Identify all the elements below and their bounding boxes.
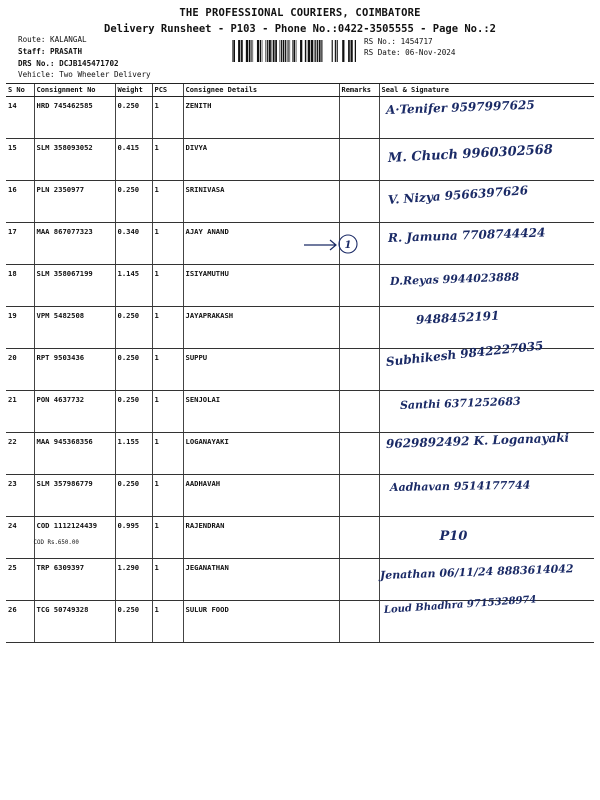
cell-sno-text: 14 [8,101,17,110]
table-row [6,181,594,223]
barcode-bar [315,40,316,62]
barcode-bar [288,40,289,62]
cell-sno [6,307,34,349]
cell-remarks [339,433,379,475]
barcode-bar [249,40,251,62]
cell-consignment-no-text: PON 4637732 [36,395,85,404]
cell-pcs [152,181,183,223]
cell-signature [379,391,594,433]
rs-no-line [364,38,433,46]
cell-consignment-no-text: SLM 358093052 [36,143,93,152]
cell-pcs [152,559,183,601]
cell-pcs-text: 1 [154,311,159,320]
cell-consignee [183,517,339,559]
cell-remarks [339,265,379,307]
cell-consignment-no-text: COD 1112124439 [36,521,98,530]
barcode-bar [280,40,281,62]
table-row [6,265,594,307]
cell-sno [6,181,34,223]
barcode-bar [317,40,318,62]
route-line [18,36,87,44]
col-seal-signature-header: Seal & Signature [379,84,594,97]
barcode-bar [321,40,322,62]
cell-weight [115,391,152,433]
table-body [6,97,594,643]
cell-sno [6,433,34,475]
cell-signature [379,307,594,349]
document-subtitle: Delivery Runsheet - P103 - Phone No.:0422-3505555 - Page No.:2 [104,23,496,35]
cell-weight-text: 0.250 [117,479,140,488]
cell-consignee [183,475,339,517]
cell-consignee [183,97,339,139]
table-row [6,601,594,643]
cod-amount: COD Rs.650.00 [33,540,79,546]
cell-consignee-text: SUPPU [185,353,208,362]
cell-consignee [183,265,339,307]
cell-pcs-text: 1 [154,101,159,110]
cell-consignment-no-text: TCG 50749328 [36,605,89,614]
barcode-bar [267,40,268,62]
rs-date-label: RS Date: [364,48,401,57]
cell-pcs [152,349,183,391]
cell-consignment-no [34,475,115,517]
cell-pcs [152,433,183,475]
cell-pcs-text: 1 [154,353,159,362]
table-row [6,559,594,601]
cell-weight [115,265,152,307]
cell-signature [379,265,594,307]
cell-consignee [183,559,339,601]
cell-weight [115,601,152,643]
cell-remarks [339,391,379,433]
cell-consignee [183,307,339,349]
cell-remarks [339,139,379,181]
cell-pcs [152,307,183,349]
handwritten-signature: V. Nizya 9566397626 [387,183,528,207]
staff-value: PRASATH [50,47,83,56]
cell-sno [6,391,34,433]
cell-consignee-text: SENJOLAI [185,395,221,404]
cell-remarks [339,181,379,223]
cell-weight [115,349,152,391]
document-title: THE PROFESSIONAL COURIERS, COIMBATORE [179,7,421,19]
cell-signature [379,338,594,391]
cell-sno-text: 23 [8,479,17,488]
staff-line [18,48,82,56]
cell-weight-text: 1.290 [117,563,140,572]
barcode-bar [257,40,259,62]
cell-pcs [152,475,183,517]
cell-pcs-text: 1 [154,563,159,572]
cell-consignee [183,181,339,223]
cell-consignment-no [34,181,115,223]
table-header-row [6,84,594,97]
drs-line [18,60,119,68]
cell-consignee-text: ZENITH [185,101,212,110]
cell-consignee-text: JEGANATHAN [185,563,229,572]
rs-date-line [364,49,455,57]
cell-remarks [339,517,379,559]
barcode-bar [283,40,285,62]
cell-sno-text: 17 [8,227,17,236]
cell-weight-text: 0.250 [117,605,140,614]
cell-sno [6,517,34,559]
barcode-bar [272,40,273,62]
barcode-bar [296,40,297,62]
cell-weight [115,433,152,475]
cell-signature [379,139,594,181]
barcode-bar [285,40,286,62]
barcode-bar [290,40,291,62]
barcode-bar [253,40,254,62]
cell-consignee [183,601,339,643]
barcode-bar [287,40,288,62]
route-label: Route: [18,35,46,44]
cell-weight [115,517,152,559]
cell-consignee-text: RAJENDRAN [185,521,225,530]
cell-consignment-no [34,265,115,307]
barcode-bar [351,40,353,62]
cell-remarks [339,601,379,643]
cell-consignee [183,139,339,181]
cell-consignment-no-text: HRD 745462585 [36,101,93,110]
cell-weight [115,559,152,601]
cell-pcs [152,223,183,265]
cell-sno-text: 26 [8,605,17,614]
cell-signature [379,430,594,475]
cell-pcs-text: 1 [154,479,159,488]
cell-consignment-no-text: VPM 5482508 [36,311,85,320]
handwritten-signature: 9629892492 K. Loganayaki [385,430,569,451]
cell-consignee-text: AADHAVAH [185,479,221,488]
cell-pcs-text: 1 [154,437,159,446]
handwritten-signature: M. Chuch 9960302568 [387,142,553,166]
handwritten-signature: R. Jamuna 7708744424 [387,225,546,245]
cell-consignment-no-text: PLN 2350977 [36,185,85,194]
rs-date-value: 06-Nov-2024 [405,48,456,57]
handwritten-signature: P10 [439,529,468,544]
cell-remarks [339,307,379,349]
barcode-bar [292,40,293,62]
barcode-bar [260,40,261,62]
barcode-bar [233,40,235,62]
cell-pcs-text: 1 [154,605,159,614]
handwritten-signature: Subhikesh 9842227035 [384,338,544,369]
cell-pcs-text: 1 [154,227,159,236]
cell-consignment-no-text: SLM 358067199 [36,269,93,278]
cell-sno-text: 21 [8,395,17,404]
table-row [6,223,594,265]
cell-weight [115,181,152,223]
cell-consignment-no [34,433,115,475]
cell-sno-text: 24 [8,521,17,530]
cell-remarks [339,223,379,265]
cell-weight [115,223,152,265]
cell-pcs-text: 1 [154,395,159,404]
col-pcs-header: PCS [152,84,183,97]
cell-signature [379,517,594,559]
cell-weight-text: 0.250 [117,185,140,194]
table-row [6,349,594,391]
handwritten-signature: Loud Bhadhra 9715328974 [383,594,537,616]
cell-pcs [152,517,183,559]
cell-weight-text: 0.250 [117,311,140,320]
barcode-bar [319,40,321,62]
rs-no-label: RS No.: [364,37,397,46]
cell-signature [379,97,594,139]
barcode-bar [307,40,308,62]
cell-sno [6,475,34,517]
vehicle-value: Two Wheeler Delivery [59,70,151,79]
barcode-bar [332,40,333,62]
cell-remarks [339,97,379,139]
barcode-bar [232,40,233,62]
cell-sno-text: 20 [8,353,17,362]
handwritten-signature: A·Tenifer 9597997625 [385,97,535,117]
cell-weight-text: 0.340 [117,227,140,236]
cell-weight-text: 1.155 [117,437,140,446]
table-row [6,139,594,181]
barcode-bar [342,40,344,62]
remark-arrow-circle-icon [302,233,364,255]
cell-consignee-text: SULUR FOOD [185,605,229,614]
cell-signature [379,594,594,643]
cell-weight [115,307,152,349]
cell-sno-text: 22 [8,437,17,446]
col-consignment-no-header: Consignment No [34,84,115,97]
table-row [6,391,594,433]
cell-weight-text: 0.250 [117,101,140,110]
table-row [6,475,594,517]
remark-text: 1 [344,240,351,251]
cell-consignee [183,391,339,433]
cell-consignee-text: JAYAPRAKASH [185,311,234,320]
cell-consignment-no [34,601,115,643]
cell-consignment-no [34,97,115,139]
barcode [232,40,356,62]
cell-pcs [152,139,183,181]
cell-consignment-no-text: RPT 9503436 [36,353,85,362]
cell-consignee-text: LOGANAYAKI [185,437,229,446]
barcode-bar [238,40,240,62]
cell-remarks [339,349,379,391]
cell-signature [379,181,594,223]
handwritten-signature: Aadhavan 9514177744 [389,478,530,494]
cell-consignment-no [34,349,115,391]
barcode-bar [293,40,295,62]
col-sno-header: S No [6,84,34,97]
table-row [6,97,594,139]
cell-sno-text: 18 [8,269,17,278]
cell-consignment-no-text: TRP 6309397 [36,563,85,572]
cell-weight [115,475,152,517]
cell-weight-text: 1.145 [117,269,140,278]
drs-value: DCJB145471702 [59,59,119,68]
barcode-bar [275,40,277,62]
staff-label: Staff: [18,47,46,56]
handwritten-signature: 9488452191 [415,308,500,327]
vehicle-line [18,71,151,79]
cell-sno [6,139,34,181]
cell-remarks [339,475,379,517]
cell-consignee-text: DIVYA [185,143,208,152]
barcode-bar [246,40,248,62]
barcode-bar [273,40,275,62]
cell-sno [6,223,34,265]
handwritten-signature: Jenathan 06/11/24 8883614042 [379,562,574,582]
barcode-bar [305,40,306,62]
cell-pcs-text: 1 [154,521,159,530]
barcode-bar [337,40,338,62]
cell-consignment-no [34,517,115,559]
rs-no-value: 1454717 [400,37,433,46]
cell-consignee [183,349,339,391]
cell-consignment-no [34,139,115,181]
cell-sno-text: 25 [8,563,17,572]
barcode-bar [281,40,282,62]
cell-signature [379,223,594,265]
cell-pcs [152,391,183,433]
cell-consignee-text: ISIYAMUTHU [185,269,229,278]
col-consignee-details-header: Consignee Details [183,84,339,97]
cell-weight-text: 0.250 [117,395,140,404]
cell-sno-text: 19 [8,311,17,320]
cell-sno [6,349,34,391]
cell-pcs-text: 1 [154,269,159,278]
cell-sno-text: 15 [8,143,17,152]
barcode-bar [335,40,336,62]
cell-weight [115,139,152,181]
barcode-bar [314,40,315,62]
barcode-bar [308,40,310,62]
cell-weight [115,97,152,139]
cell-sno [6,601,34,643]
cell-consignment-no-text: SLM 357986779 [36,479,93,488]
cell-consignment-no [34,391,115,433]
barcode-bar [311,40,313,62]
barcode-bar [348,40,350,62]
drs-label: DRS No.: [18,59,55,68]
cell-pcs [152,97,183,139]
cell-sno [6,97,34,139]
cell-weight-text: 0.995 [117,521,140,530]
cell-sno [6,265,34,307]
barcode-bar [265,40,266,62]
cell-consignee-text: AJAY ANAND [185,227,229,236]
runsheet-table [6,83,594,643]
col-remarks-header: Remarks [339,84,379,97]
cell-consignee-text: SRINIVASA [185,185,225,194]
cell-consignment-no [34,559,115,601]
cell-consignment-no-text: MAA 945368356 [36,437,93,446]
cell-pcs-text: 1 [154,143,159,152]
vehicle-label: Vehicle: [18,70,55,79]
cell-weight-text: 0.250 [117,353,140,362]
handwritten-signature: Santhi 6371252683 [399,394,521,412]
cell-sno-text: 16 [8,185,17,194]
table-row [6,517,594,559]
barcode-bar [355,40,356,62]
cell-signature [379,559,594,601]
barcode-bar [269,40,271,62]
cell-consignee [183,433,339,475]
cell-signature [379,475,594,517]
cell-consignment-no [34,307,115,349]
handwritten-signature: D.Reyas 9944023888 [389,270,519,288]
cell-pcs [152,601,183,643]
barcode-bar [300,40,302,62]
cell-remarks [339,559,379,601]
route-value: KALANGAL [50,35,87,44]
barcode-bar [262,40,263,62]
cell-pcs [152,265,183,307]
col-weight-header: Weight [115,84,152,97]
barcode-bar [241,40,243,62]
cell-pcs-text: 1 [154,185,159,194]
table-row [6,433,594,475]
cell-consignment-no-text: MAA 867077323 [36,227,93,236]
cell-sno [6,559,34,601]
cell-weight-text: 0.415 [117,143,140,152]
barcode-bar [251,40,252,62]
cell-consignment-no [34,223,115,265]
